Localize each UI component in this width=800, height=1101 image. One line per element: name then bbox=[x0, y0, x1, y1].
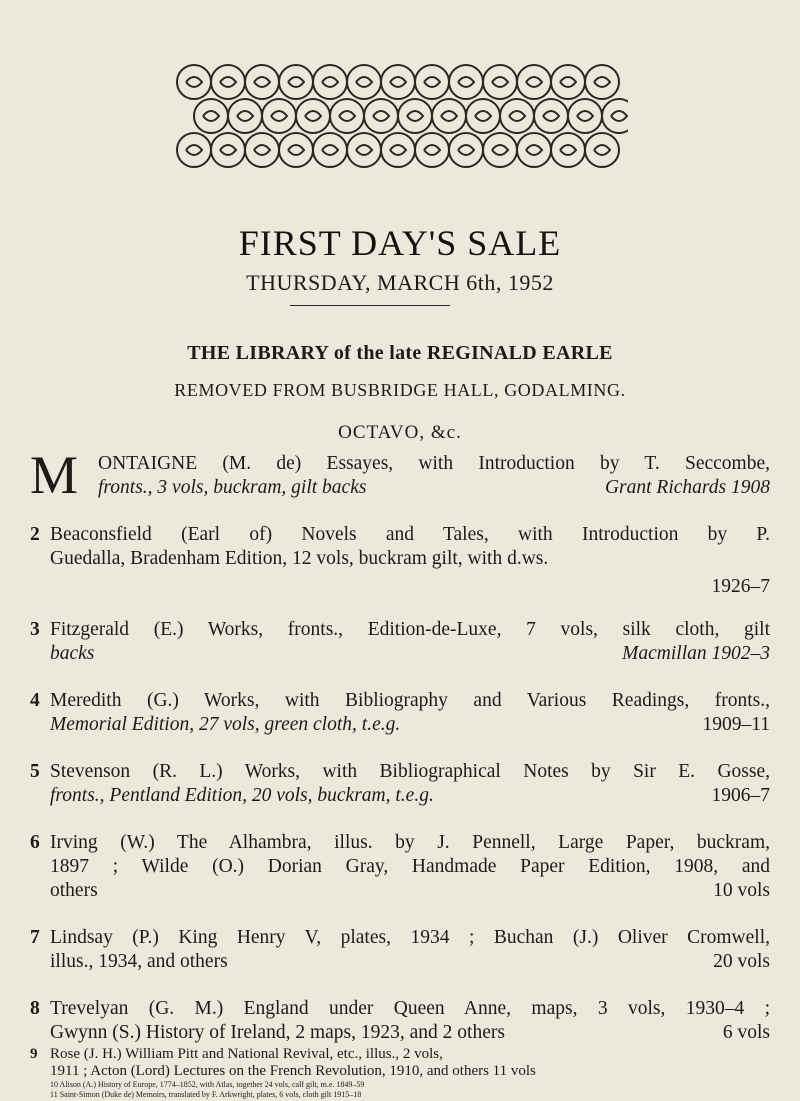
lot-line: 1926–7 bbox=[711, 576, 770, 597]
lot-line: 6 vols bbox=[722, 1022, 770, 1043]
lot-line: 10 vols bbox=[713, 880, 770, 901]
lot-line: Irving (W.) The Alhambra, illus. by J. Pennell, Large Paper, buckram, bbox=[50, 832, 770, 853]
lot-line: 1909–11 bbox=[702, 714, 770, 735]
lot-number: 9 bbox=[30, 1046, 38, 1062]
lot-line: backs bbox=[50, 643, 95, 664]
divider bbox=[290, 305, 450, 306]
lot-line: Beaconsfield (Earl of) Novels and Tales, with Introduction by P. bbox=[50, 524, 770, 545]
lot-line: Fitzgerald (E.) Works, fronts., Edition-de-Luxe, 7 vols, silk cloth, gilt bbox=[50, 619, 770, 640]
library-heading: THE LIBRARY of the late REGINALD EARLE bbox=[187, 342, 613, 364]
lot-number: 6 bbox=[30, 832, 40, 853]
lot-number: 7 bbox=[30, 927, 40, 948]
lot-line: Grant Richards 1908 bbox=[604, 477, 770, 498]
sale-date: THURSDAY, MARCH 6th, 1952 bbox=[246, 270, 554, 295]
lot-line: Meredith (G.) Works, with Bibliography and Various Readings, fronts., bbox=[50, 690, 770, 711]
lot-line: 1906–7 bbox=[711, 785, 770, 806]
lot-number: 8 bbox=[30, 998, 40, 1019]
lot-number: 4 bbox=[30, 690, 40, 711]
lot-line: Guedalla, Bradenham Edition, 12 vols, buckram gilt, with d.ws. bbox=[50, 548, 549, 569]
drop-cap: M bbox=[30, 445, 79, 505]
lot-line: illus., 1934, and others bbox=[50, 951, 228, 972]
lot-line: 11 Saint-Simon (Duke de) Memoirs, translated by F. Arkwright, plates, 6 vols, cloth gilt 1915–18 bbox=[50, 1090, 362, 1099]
lot-line: Macmillan 1902–3 bbox=[622, 643, 770, 664]
lot-line: fronts., Pentland Edition, 20 vols, buckram, t.e.g. bbox=[50, 785, 434, 806]
lot-line: 1897 ; Wilde (O.) Dorian Gray, Handmade Paper Edition, 1908, and bbox=[50, 856, 770, 877]
lot-number: 2 bbox=[30, 524, 40, 545]
lot-line: Trevelyan (G. M.) England under Queen Anne, maps, 3 vols, 1930–4 ; bbox=[50, 998, 770, 1019]
sale-title: FIRST DAY'S SALE bbox=[238, 223, 562, 263]
lot-number: 5 bbox=[30, 761, 40, 782]
ornamental-border-icon bbox=[168, 58, 628, 198]
lot-line: Memorial Edition, 27 vols, green cloth, t.e.g. bbox=[50, 714, 401, 735]
lot-number: 3 bbox=[30, 619, 40, 640]
lot-line: Stevenson (R. L.) Works, with Bibliographical Notes by Sir E. Gosse, bbox=[50, 761, 770, 782]
lot-line: others bbox=[50, 880, 98, 901]
lot-line: Gwynn (S.) History of Ireland, 2 maps, 1923, and 2 others bbox=[50, 1022, 505, 1043]
lot-line: 20 vols bbox=[713, 951, 770, 972]
section-heading: OCTAVO, &c. bbox=[338, 422, 462, 443]
lot-line: ONTAIGNE (M. de) Essayes, with Introduction by T. Seccombe, bbox=[98, 453, 770, 474]
lot-line: 1911 ; Acton (Lord) Lectures on the French Revolution, 1910, and others 11 vols bbox=[50, 1063, 536, 1079]
lot-line: fronts., 3 vols, buckram, gilt backs bbox=[98, 477, 367, 498]
lot-line: 10 Alison (A.) History of Europe, 1774–1852, with Atlas, together 24 vols, calf gilt, m.e. 1849–59 bbox=[50, 1080, 365, 1089]
lot-line: Lindsay (P.) King Henry V, plates, 1934 ; Buchan (J.) Oliver Cromwell, bbox=[50, 927, 770, 948]
removed-from-line: REMOVED FROM BUSBRIDGE HALL, GODALMING. bbox=[174, 380, 626, 400]
lot-line: Rose (J. H.) William Pitt and National Revival, etc., illus., 2 vols, bbox=[50, 1046, 443, 1062]
